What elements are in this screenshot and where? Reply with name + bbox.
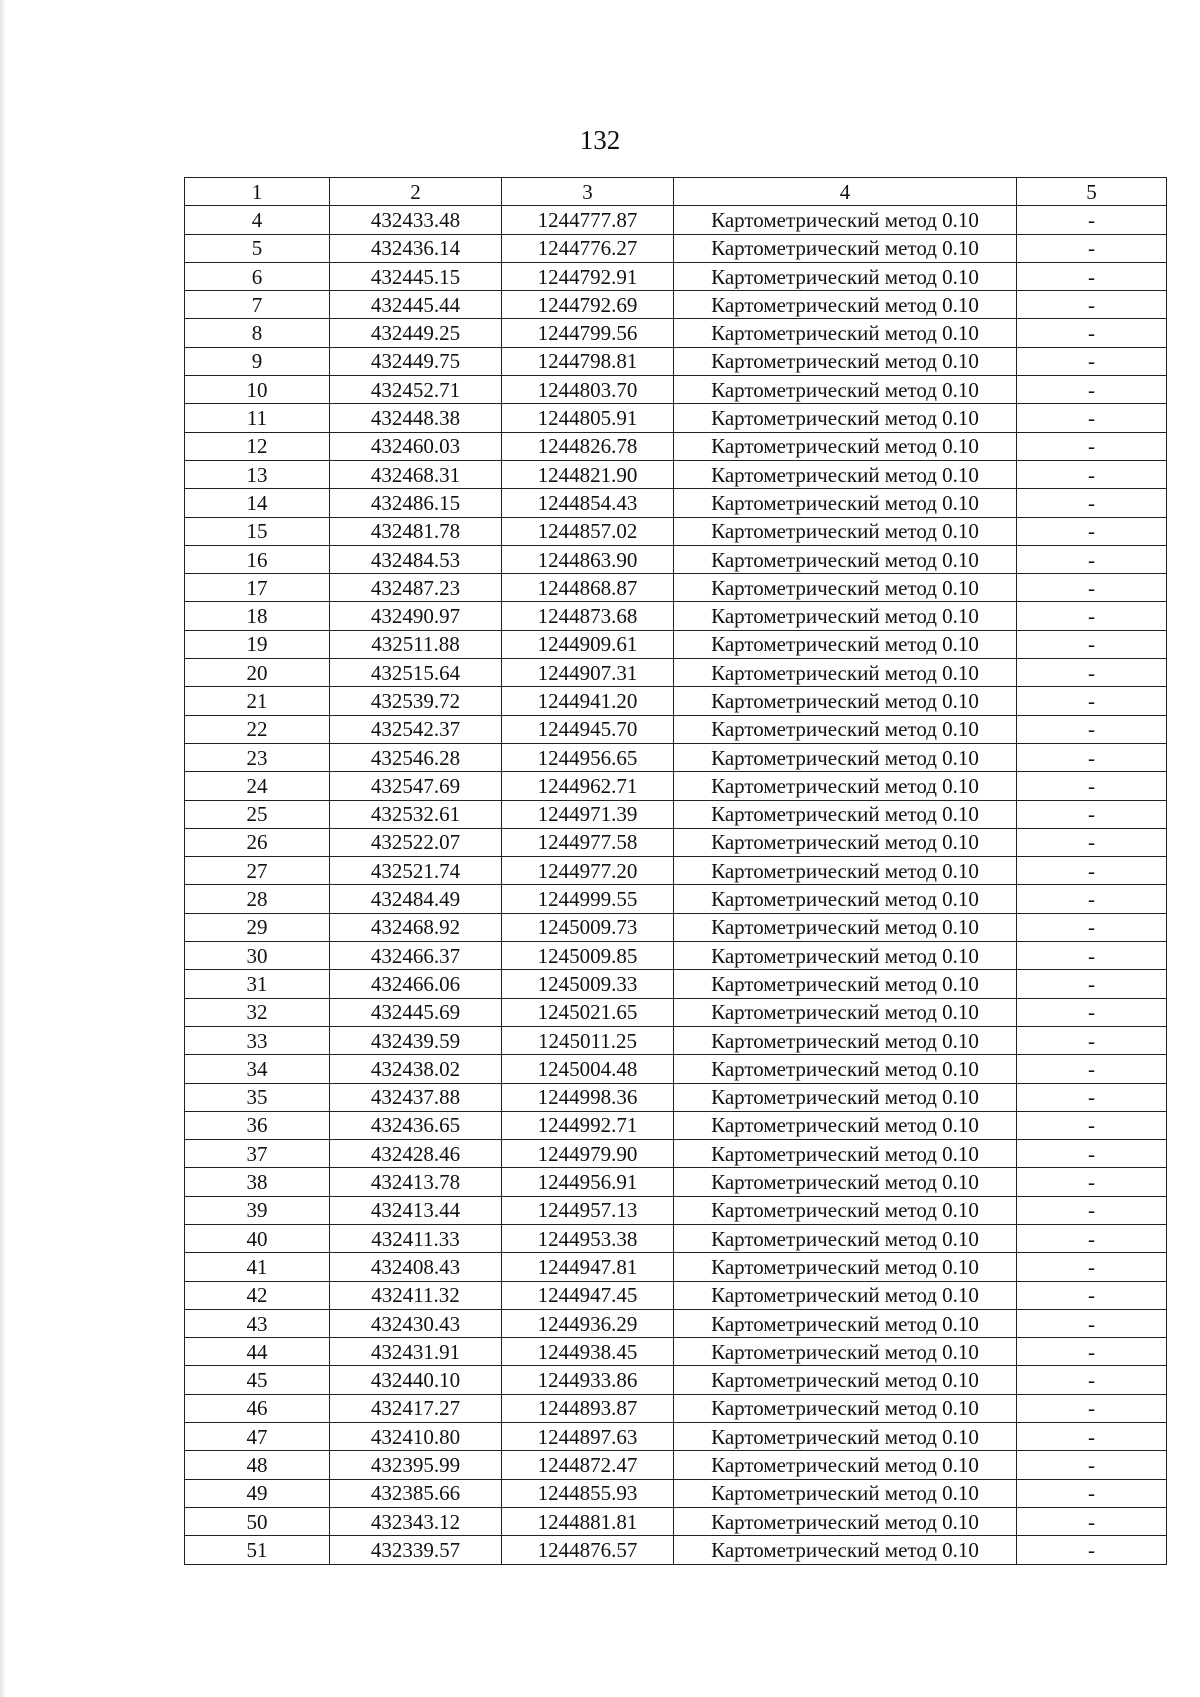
y-coordinate-cell: 1244893.87 [502,1394,674,1422]
x-coordinate-cell: 432449.75 [330,347,502,375]
y-coordinate-cell: 1245004.48 [502,1055,674,1083]
x-coordinate-cell: 432385.66 [330,1479,502,1507]
y-coordinate-cell: 1244873.68 [502,602,674,630]
y-coordinate-cell: 1244979.90 [502,1140,674,1168]
x-coordinate-cell: 432430.43 [330,1309,502,1337]
y-coordinate-cell: 1244872.47 [502,1451,674,1479]
note-cell: - [1017,460,1167,488]
table-row [185,206,1167,234]
note-cell: - [1017,347,1167,375]
point-number-cell: 30 [185,942,330,970]
table-row [185,885,1167,913]
y-coordinate-cell: 1244977.20 [502,857,674,885]
y-coordinate-cell: 1244776.27 [502,234,674,262]
y-coordinate-cell: 1244792.69 [502,291,674,319]
table-row [185,687,1167,715]
table-row [185,1366,1167,1394]
point-number-cell: 43 [185,1309,330,1337]
point-number-cell: 11 [185,404,330,432]
method-cell: Картометрический метод 0.10 [674,1196,1017,1224]
note-cell: - [1017,489,1167,517]
note-cell: - [1017,1026,1167,1054]
x-coordinate-cell: 432539.72 [330,687,502,715]
point-number-cell: 24 [185,772,330,800]
y-coordinate-cell: 1244936.29 [502,1309,674,1337]
note-cell: - [1017,998,1167,1026]
x-coordinate-cell: 432481.78 [330,517,502,545]
x-coordinate-cell: 432436.65 [330,1111,502,1139]
note-cell: - [1017,828,1167,856]
method-cell: Картометрический метод 0.10 [674,1026,1017,1054]
table-row [185,828,1167,856]
point-number-cell: 34 [185,1055,330,1083]
method-cell: Картометрический метод 0.10 [674,489,1017,517]
table-row [185,1281,1167,1309]
point-number-cell: 5 [185,234,330,262]
y-coordinate-cell: 1245009.85 [502,942,674,970]
x-coordinate-cell: 432411.32 [330,1281,502,1309]
x-coordinate-cell: 432542.37 [330,715,502,743]
point-number-cell: 50 [185,1507,330,1535]
point-number-cell: 47 [185,1423,330,1451]
point-number-cell: 45 [185,1366,330,1394]
y-coordinate-cell: 1244945.70 [502,715,674,743]
method-cell: Картометрический метод 0.10 [674,1423,1017,1451]
table-row [185,1536,1167,1564]
method-cell: Картометрический метод 0.10 [674,857,1017,885]
table-row [185,517,1167,545]
x-coordinate-cell: 432521.74 [330,857,502,885]
x-coordinate-cell: 432428.46 [330,1140,502,1168]
table-row [185,772,1167,800]
coordinates-table-container [184,177,1166,1565]
table-row [185,1026,1167,1054]
table-row [185,1111,1167,1139]
note-cell: - [1017,1196,1167,1224]
note-cell: - [1017,1111,1167,1139]
point-number-cell: 21 [185,687,330,715]
method-cell: Картометрический метод 0.10 [674,545,1017,573]
x-coordinate-cell: 432487.23 [330,574,502,602]
table-row [185,1055,1167,1083]
point-number-cell: 22 [185,715,330,743]
y-coordinate-cell: 1244799.56 [502,319,674,347]
point-number-cell: 46 [185,1394,330,1422]
point-number-cell: 25 [185,800,330,828]
y-coordinate-cell: 1244947.45 [502,1281,674,1309]
y-coordinate-cell: 1244909.61 [502,630,674,658]
method-cell: Картометрический метод 0.10 [674,800,1017,828]
method-cell: Картометрический метод 0.10 [674,715,1017,743]
method-cell: Картометрический метод 0.10 [674,630,1017,658]
x-coordinate-cell: 432484.53 [330,545,502,573]
header-cell-2: 2 [330,178,502,206]
note-cell: - [1017,800,1167,828]
method-cell: Картометрический метод 0.10 [674,1338,1017,1366]
note-cell: - [1017,715,1167,743]
table-row [185,800,1167,828]
method-cell: Картометрический метод 0.10 [674,1253,1017,1281]
method-cell: Картометрический метод 0.10 [674,1479,1017,1507]
table-row [185,1224,1167,1252]
method-cell: Картометрический метод 0.10 [674,574,1017,602]
table-row [185,1196,1167,1224]
point-number-cell: 27 [185,857,330,885]
x-coordinate-cell: 432449.25 [330,319,502,347]
point-number-cell: 10 [185,376,330,404]
y-coordinate-cell: 1244798.81 [502,347,674,375]
y-coordinate-cell: 1244971.39 [502,800,674,828]
x-coordinate-cell: 432490.97 [330,602,502,630]
y-coordinate-cell: 1244857.02 [502,517,674,545]
method-cell: Картометрический метод 0.10 [674,262,1017,290]
point-number-cell: 6 [185,262,330,290]
x-coordinate-cell: 432408.43 [330,1253,502,1281]
table-row [185,545,1167,573]
table-row [185,630,1167,658]
table-row [185,659,1167,687]
header-cell-4: 4 [674,178,1017,206]
note-cell: - [1017,206,1167,234]
y-coordinate-cell: 1244992.71 [502,1111,674,1139]
method-cell: Картометрический метод 0.10 [674,1140,1017,1168]
x-coordinate-cell: 432445.69 [330,998,502,1026]
method-cell: Картометрический метод 0.10 [674,1366,1017,1394]
method-cell: Картометрический метод 0.10 [674,460,1017,488]
method-cell: Картометрический метод 0.10 [674,347,1017,375]
table-row [185,1253,1167,1281]
point-number-cell: 13 [185,460,330,488]
method-cell: Картометрический метод 0.10 [674,206,1017,234]
header-cell-3: 3 [502,178,674,206]
table-row [185,489,1167,517]
method-cell: Картометрический метод 0.10 [674,1111,1017,1139]
point-number-cell: 12 [185,432,330,460]
method-cell: Картометрический метод 0.10 [674,1055,1017,1083]
x-coordinate-cell: 432532.61 [330,800,502,828]
method-cell: Картометрический метод 0.10 [674,1083,1017,1111]
method-cell: Картометрический метод 0.10 [674,913,1017,941]
x-coordinate-cell: 432460.03 [330,432,502,460]
table-row [185,913,1167,941]
note-cell: - [1017,970,1167,998]
table-header-row [185,178,1167,206]
x-coordinate-cell: 432466.06 [330,970,502,998]
note-cell: - [1017,942,1167,970]
table-row [185,432,1167,460]
method-cell: Картометрический метод 0.10 [674,376,1017,404]
y-coordinate-cell: 1244854.43 [502,489,674,517]
point-number-cell: 26 [185,828,330,856]
y-coordinate-cell: 1244876.57 [502,1536,674,1564]
y-coordinate-cell: 1244962.71 [502,772,674,800]
note-cell: - [1017,1479,1167,1507]
method-cell: Картометрический метод 0.10 [674,970,1017,998]
note-cell: - [1017,404,1167,432]
note-cell: - [1017,857,1167,885]
note-cell: - [1017,1394,1167,1422]
point-number-cell: 38 [185,1168,330,1196]
x-coordinate-cell: 432413.78 [330,1168,502,1196]
table-row [185,1507,1167,1535]
method-cell: Картометрический метод 0.10 [674,432,1017,460]
note-cell: - [1017,1083,1167,1111]
point-number-cell: 39 [185,1196,330,1224]
point-number-cell: 16 [185,545,330,573]
note-cell: - [1017,1281,1167,1309]
table-row [185,1479,1167,1507]
point-number-cell: 44 [185,1338,330,1366]
table-row [185,234,1167,262]
table-row [185,460,1167,488]
y-coordinate-cell: 1245009.33 [502,970,674,998]
point-number-cell: 28 [185,885,330,913]
method-cell: Картометрический метод 0.10 [674,687,1017,715]
method-cell: Картометрический метод 0.10 [674,942,1017,970]
y-coordinate-cell: 1244933.86 [502,1366,674,1394]
point-number-cell: 17 [185,574,330,602]
point-number-cell: 20 [185,659,330,687]
point-number-cell: 4 [185,206,330,234]
note-cell: - [1017,1451,1167,1479]
table-row [185,376,1167,404]
method-cell: Картометрический метод 0.10 [674,1451,1017,1479]
table-row [185,1168,1167,1196]
table-row [185,1451,1167,1479]
y-coordinate-cell: 1244998.36 [502,1083,674,1111]
point-number-cell: 18 [185,602,330,630]
note-cell: - [1017,1536,1167,1564]
x-coordinate-cell: 432484.49 [330,885,502,913]
y-coordinate-cell: 1244863.90 [502,545,674,573]
y-coordinate-cell: 1244938.45 [502,1338,674,1366]
y-coordinate-cell: 1244956.65 [502,743,674,771]
note-cell: - [1017,687,1167,715]
table-row [185,715,1167,743]
note-cell: - [1017,659,1167,687]
y-coordinate-cell: 1245011.25 [502,1026,674,1054]
method-cell: Картометрический метод 0.10 [674,1281,1017,1309]
note-cell: - [1017,432,1167,460]
y-coordinate-cell: 1244907.31 [502,659,674,687]
method-cell: Картометрический метод 0.10 [674,885,1017,913]
note-cell: - [1017,602,1167,630]
method-cell: Картометрический метод 0.10 [674,517,1017,545]
note-cell: - [1017,1253,1167,1281]
note-cell: - [1017,885,1167,913]
x-coordinate-cell: 432486.15 [330,489,502,517]
x-coordinate-cell: 432468.31 [330,460,502,488]
x-coordinate-cell: 432437.88 [330,1083,502,1111]
x-coordinate-cell: 432511.88 [330,630,502,658]
method-cell: Картометрический метод 0.10 [674,1394,1017,1422]
coordinates-table [184,177,1167,1565]
table-row [185,942,1167,970]
note-cell: - [1017,319,1167,347]
y-coordinate-cell: 1244868.87 [502,574,674,602]
note-cell: - [1017,743,1167,771]
method-cell: Картометрический метод 0.10 [674,602,1017,630]
note-cell: - [1017,772,1167,800]
note-cell: - [1017,1338,1167,1366]
table-row [185,262,1167,290]
note-cell: - [1017,1309,1167,1337]
x-coordinate-cell: 432436.14 [330,234,502,262]
point-number-cell: 9 [185,347,330,375]
table-body [185,206,1167,1564]
point-number-cell: 19 [185,630,330,658]
x-coordinate-cell: 432546.28 [330,743,502,771]
method-cell: Картометрический метод 0.10 [674,1168,1017,1196]
method-cell: Картометрический метод 0.10 [674,404,1017,432]
method-cell: Картометрический метод 0.10 [674,659,1017,687]
y-coordinate-cell: 1244826.78 [502,432,674,460]
point-number-cell: 36 [185,1111,330,1139]
y-coordinate-cell: 1244881.81 [502,1507,674,1535]
point-number-cell: 15 [185,517,330,545]
method-cell: Картометрический метод 0.10 [674,319,1017,347]
table-row [185,404,1167,432]
note-cell: - [1017,574,1167,602]
note-cell: - [1017,291,1167,319]
point-number-cell: 48 [185,1451,330,1479]
point-number-cell: 32 [185,998,330,1026]
y-coordinate-cell: 1244957.13 [502,1196,674,1224]
point-number-cell: 31 [185,970,330,998]
note-cell: - [1017,1055,1167,1083]
note-cell: - [1017,545,1167,573]
method-cell: Картометрический метод 0.10 [674,1507,1017,1535]
x-coordinate-cell: 432417.27 [330,1394,502,1422]
note-cell: - [1017,630,1167,658]
x-coordinate-cell: 432440.10 [330,1366,502,1394]
x-coordinate-cell: 432410.80 [330,1423,502,1451]
point-number-cell: 29 [185,913,330,941]
method-cell: Картометрический метод 0.10 [674,772,1017,800]
point-number-cell: 37 [185,1140,330,1168]
x-coordinate-cell: 432339.57 [330,1536,502,1564]
x-coordinate-cell: 432343.12 [330,1507,502,1535]
x-coordinate-cell: 432411.33 [330,1224,502,1252]
page-number: 132 [579,125,621,155]
note-cell: - [1017,376,1167,404]
y-coordinate-cell: 1244977.58 [502,828,674,856]
point-number-cell: 49 [185,1479,330,1507]
x-coordinate-cell: 432448.38 [330,404,502,432]
x-coordinate-cell: 432547.69 [330,772,502,800]
note-cell: - [1017,517,1167,545]
table-row [185,998,1167,1026]
point-number-cell: 23 [185,743,330,771]
y-coordinate-cell: 1244947.81 [502,1253,674,1281]
point-number-cell: 51 [185,1536,330,1564]
x-coordinate-cell: 432395.99 [330,1451,502,1479]
y-coordinate-cell: 1244941.20 [502,687,674,715]
method-cell: Картометрический метод 0.10 [674,828,1017,856]
note-cell: - [1017,262,1167,290]
y-coordinate-cell: 1244953.38 [502,1224,674,1252]
point-number-cell: 7 [185,291,330,319]
note-cell: - [1017,1140,1167,1168]
y-coordinate-cell: 1245021.65 [502,998,674,1026]
point-number-cell: 40 [185,1224,330,1252]
x-coordinate-cell: 432431.91 [330,1338,502,1366]
point-number-cell: 41 [185,1253,330,1281]
note-cell: - [1017,1224,1167,1252]
note-cell: - [1017,1366,1167,1394]
y-coordinate-cell: 1244855.93 [502,1479,674,1507]
x-coordinate-cell: 432433.48 [330,206,502,234]
note-cell: - [1017,1168,1167,1196]
x-coordinate-cell: 432445.44 [330,291,502,319]
method-cell: Картометрический метод 0.10 [674,234,1017,262]
x-coordinate-cell: 432466.37 [330,942,502,970]
table-row [185,857,1167,885]
table-row [185,1338,1167,1366]
y-coordinate-cell: 1244777.87 [502,206,674,234]
x-coordinate-cell: 432468.92 [330,913,502,941]
scan-edge-shadow [0,0,6,1697]
table-row [185,1423,1167,1451]
x-coordinate-cell: 432439.59 [330,1026,502,1054]
method-cell: Картометрический метод 0.10 [674,1536,1017,1564]
table-row [185,574,1167,602]
y-coordinate-cell: 1244999.55 [502,885,674,913]
table-row [185,319,1167,347]
y-coordinate-cell: 1244956.91 [502,1168,674,1196]
x-coordinate-cell: 432522.07 [330,828,502,856]
y-coordinate-cell: 1244792.91 [502,262,674,290]
x-coordinate-cell: 432445.15 [330,262,502,290]
header-cell-1: 1 [185,178,330,206]
y-coordinate-cell: 1245009.73 [502,913,674,941]
header-cell-5: 5 [1017,178,1167,206]
point-number-cell: 8 [185,319,330,347]
table-row [185,347,1167,375]
method-cell: Картометрический метод 0.10 [674,1224,1017,1252]
method-cell: Картометрический метод 0.10 [674,998,1017,1026]
y-coordinate-cell: 1244821.90 [502,460,674,488]
x-coordinate-cell: 432452.71 [330,376,502,404]
point-number-cell: 14 [185,489,330,517]
method-cell: Картометрический метод 0.10 [674,743,1017,771]
x-coordinate-cell: 432413.44 [330,1196,502,1224]
method-cell: Картометрический метод 0.10 [674,1309,1017,1337]
table-row [185,291,1167,319]
y-coordinate-cell: 1244803.70 [502,376,674,404]
table-row [185,1309,1167,1337]
note-cell: - [1017,1507,1167,1535]
method-cell: Картометрический метод 0.10 [674,291,1017,319]
table-row [185,1083,1167,1111]
x-coordinate-cell: 432515.64 [330,659,502,687]
y-coordinate-cell: 1244897.63 [502,1423,674,1451]
note-cell: - [1017,234,1167,262]
table-row [185,1140,1167,1168]
point-number-cell: 33 [185,1026,330,1054]
table-row [185,743,1167,771]
point-number-cell: 35 [185,1083,330,1111]
table-row [185,970,1167,998]
note-cell: - [1017,913,1167,941]
x-coordinate-cell: 432438.02 [330,1055,502,1083]
y-coordinate-cell: 1244805.91 [502,404,674,432]
table-row [185,602,1167,630]
note-cell: - [1017,1423,1167,1451]
point-number-cell: 42 [185,1281,330,1309]
table-row [185,1394,1167,1422]
